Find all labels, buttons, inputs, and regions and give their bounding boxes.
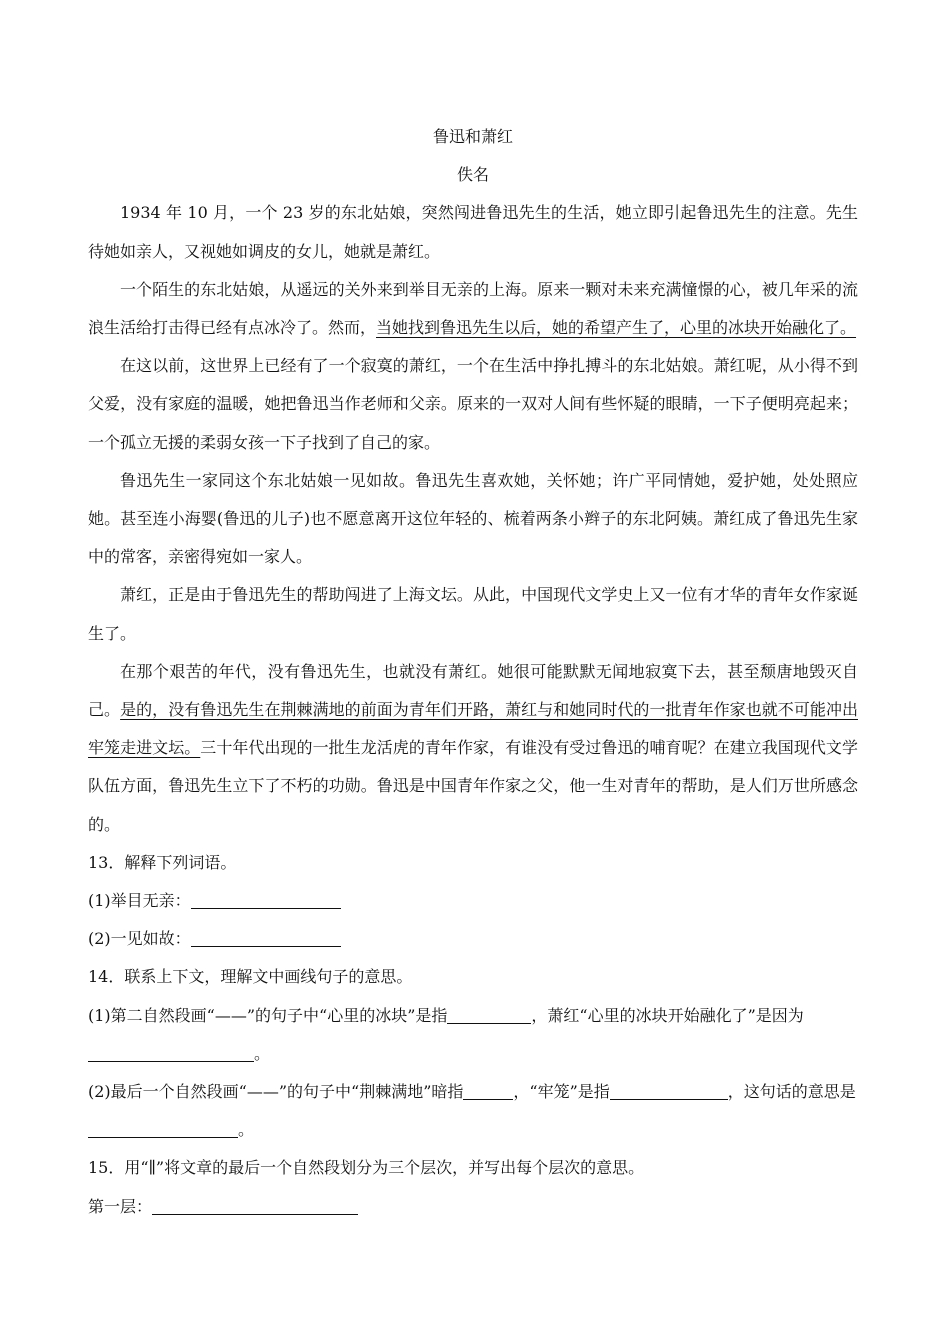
paragraph-6: [88, 653, 858, 844]
paragraph-3: 在这以前，这世界上已经有了一个寂寞的萧红，一个在生活中挣扎搏斗的东北姑娘。萧红呢，从小得不到父爱，没有家庭的温暖，她把鲁迅当作老师和父亲。原来的一双对人间有些怀疑的眼睛，一下子便明亮起来；一个孤立无援的柔弱女孩一下子找到了自己的家。: [88, 356, 858, 452]
question-14-item-2-text-d: 。: [238, 1120, 255, 1140]
question-14-heading: 14．联系上下文，理解文中画线句子的意思。: [88, 967, 413, 987]
answer-blank[interactable]: [610, 1082, 728, 1100]
question-13-item-1-label: (1)举目无亲：: [88, 891, 191, 911]
question-15-heading: 15．用“∥”将文章的最后一个自然段划分为三个层次，并写出每个层次的意思。: [88, 1158, 645, 1178]
answer-blank[interactable]: [463, 1082, 513, 1100]
answer-blank[interactable]: [447, 1006, 531, 1024]
question-14-item-1-text-b: ，萧红“心里的冰块开始融化了”是因为: [531, 1005, 804, 1025]
answer-blank[interactable]: [152, 1197, 358, 1215]
question-14-item-2: [88, 1073, 858, 1149]
answer-blank[interactable]: [88, 1044, 254, 1062]
question-14-item-2-text-c: ，这句话的意思是: [727, 1082, 856, 1102]
paragraph-2: [88, 271, 858, 347]
article-author: 佚名: [456, 165, 489, 185]
question-15-layer-1: [88, 1188, 858, 1226]
question-13-item-2-label: (2)一见如故：: [88, 929, 191, 949]
question-14-item-2-text-b: ，“牢笼”是指: [513, 1082, 610, 1102]
question-13-item-2: [88, 920, 858, 958]
paragraph-4: 鲁迅先生一家同这个东北姑娘一见如故。鲁迅先生喜欢她，关怀她；许广平同情她，爱护她，处处照应她。甚至连小海婴(鲁迅的儿子)也不愿意离开这位年轻的、梳着两条小辫子的东北阿姨。萧红成了鲁迅先生家中的常客，亲密得宛如一家人。: [88, 470, 858, 567]
paragraph-6-text-a: 在那个艰苦的年代，没有鲁迅先生，也就没有萧红。她很可能默默无闻地寂寞下去，甚至颓唐地毁灭自己。: [88, 661, 858, 720]
question-13-heading: 13．解释下列词语。: [88, 852, 237, 872]
article-title: 鲁迅和萧红: [432, 127, 513, 146]
document-page: [88, 118, 858, 1226]
question-14-item-1-text-a: (1)第二自然段画“——”的句子中“心里的冰块”是指: [88, 1005, 448, 1025]
paragraph-6-text-b: 三十年代出现的一批生龙活虎的青年作家，有谁没有受过鲁迅的哺育呢？在建立我国现代文学队伍方面，鲁迅先生立下了不朽的功勋。鲁迅是中国青年作家之父，他一生对青年的帮助，是人们万世所感念的。: [88, 738, 858, 834]
answer-blank[interactable]: [191, 891, 341, 909]
paragraph-5: 萧红，正是由于鲁迅先生的帮助闯进了上海文坛。从此，中国现代文学史上又一位有才华的青年女作家诞生了。: [88, 585, 858, 643]
question-13-item-1: [88, 882, 858, 920]
paragraph-1: 1934 年 10 月，一个 23 岁的东北姑娘，突然闯进鲁迅先生的生活，她立即引起鲁迅先生的注意。先生待她如亲人，又视她如调皮的女儿，她就是萧红。: [88, 203, 858, 261]
answer-blank[interactable]: [191, 930, 341, 948]
paragraph-2-text: 一个陌生的东北姑娘，从遥远的关外来到举目无亲的上海。原来一颗对未来充满憧憬的心，被几年采的流浪生活给打击得已经有点冰冷了。然而，: [88, 279, 858, 338]
question-14-item-2-text-a: (2)最后一个自然段画“——”的句子中“荆棘满地”暗指: [88, 1082, 464, 1102]
question-15-layer-1-label: 第一层：: [88, 1196, 153, 1216]
underlined-sentence-2: 是的，没有鲁迅先生在荆棘满地的前面为青年们开路，萧红与和她同时代的一批青年作家也就不可能冲出牢笼走进文坛。: [88, 700, 858, 758]
question-14-item-1: [88, 997, 858, 1073]
underlined-sentence-1: 当她找到鲁迅先生以后，她的希望产生了，心里的冰块开始融化了。: [376, 318, 857, 338]
question-14-item-1-text-c: 。: [254, 1043, 271, 1063]
answer-blank[interactable]: [88, 1121, 238, 1139]
